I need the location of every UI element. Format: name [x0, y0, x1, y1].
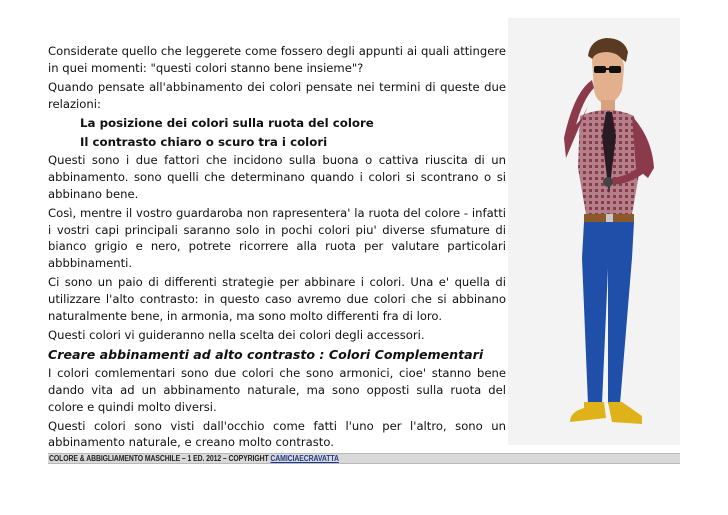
bullet-light-dark-contrast: Il contrasto chiaro o scuro tra i colori	[80, 134, 328, 149]
paragraph-complementary-definition: I colori comlementari sono due colori che sono armonici, cioe' stanno bene dando vita ad un abbinamento naturale, ma sono opposti sulla ruota del colore e quindi molto diversi.	[48, 366, 506, 414]
paragraph-accessories: Questi colori vi guideranno nella scelta dei colori degli accessori.	[48, 327, 425, 342]
paragraph-relations: Quando pensate all'abbinamento dei colori pensate nei termini di queste due relazioni:	[48, 79, 506, 111]
paragraph-factors: Questi sono i due fattori che incidono sulla buona o cattiva riuscita di un abbinamento. sono quelli che determinano quando i colori si scontrano o si abbinano bene.	[48, 153, 506, 201]
footer-copyright-text: COLORE & ABBIGLIAMENTO MASCHILE – 1 ED. 2012 – COPYRIGHT	[49, 454, 271, 463]
footer-copyright	[49, 453, 339, 464]
article-body	[48, 43, 506, 454]
paragraph-strategies: Ci sono un paio di differenti strategie per abbinare i colori. Una e' quella di utilizzare l'alto contrasto: in questo caso avremo due colori che si abbinano naturalmente bene, in armonia, ma sono molto differenti fra di loro.	[48, 275, 506, 323]
paragraph-complementary-contrast: Questi colori sono visti dall'occhio come fatti l'uno per l'altro, sono un abbinamento naturale, e creano molto contrasto.	[48, 418, 506, 450]
footer-bar	[48, 453, 680, 464]
man-fashion-photo	[508, 18, 680, 445]
paragraph-wardrobe: Così, mentre il vostro guardaroba non rapresentera' la ruota del colore - infatti i vostri capi principali saranno solo in pochi colori piu' diverse sfumature di bianco grigio e nero, potrete ricorrere alla ruota per valutare particolari abbbinamenti.	[48, 206, 506, 271]
bullet-color-wheel-position: La posizione dei colori sulla ruota del colore	[80, 115, 374, 130]
paragraph-intro: Considerate quello che leggerete come fossero degli appunti ai quali attingere in quei momenti: "questi colori stanno bene insieme"?	[48, 44, 506, 75]
section-heading-complementary: Creare abbinamenti ad alto contrasto : Colori Complementari	[48, 347, 484, 363]
footer-brand-link[interactable]: CAMICIAECRAVATTA	[270, 454, 339, 463]
